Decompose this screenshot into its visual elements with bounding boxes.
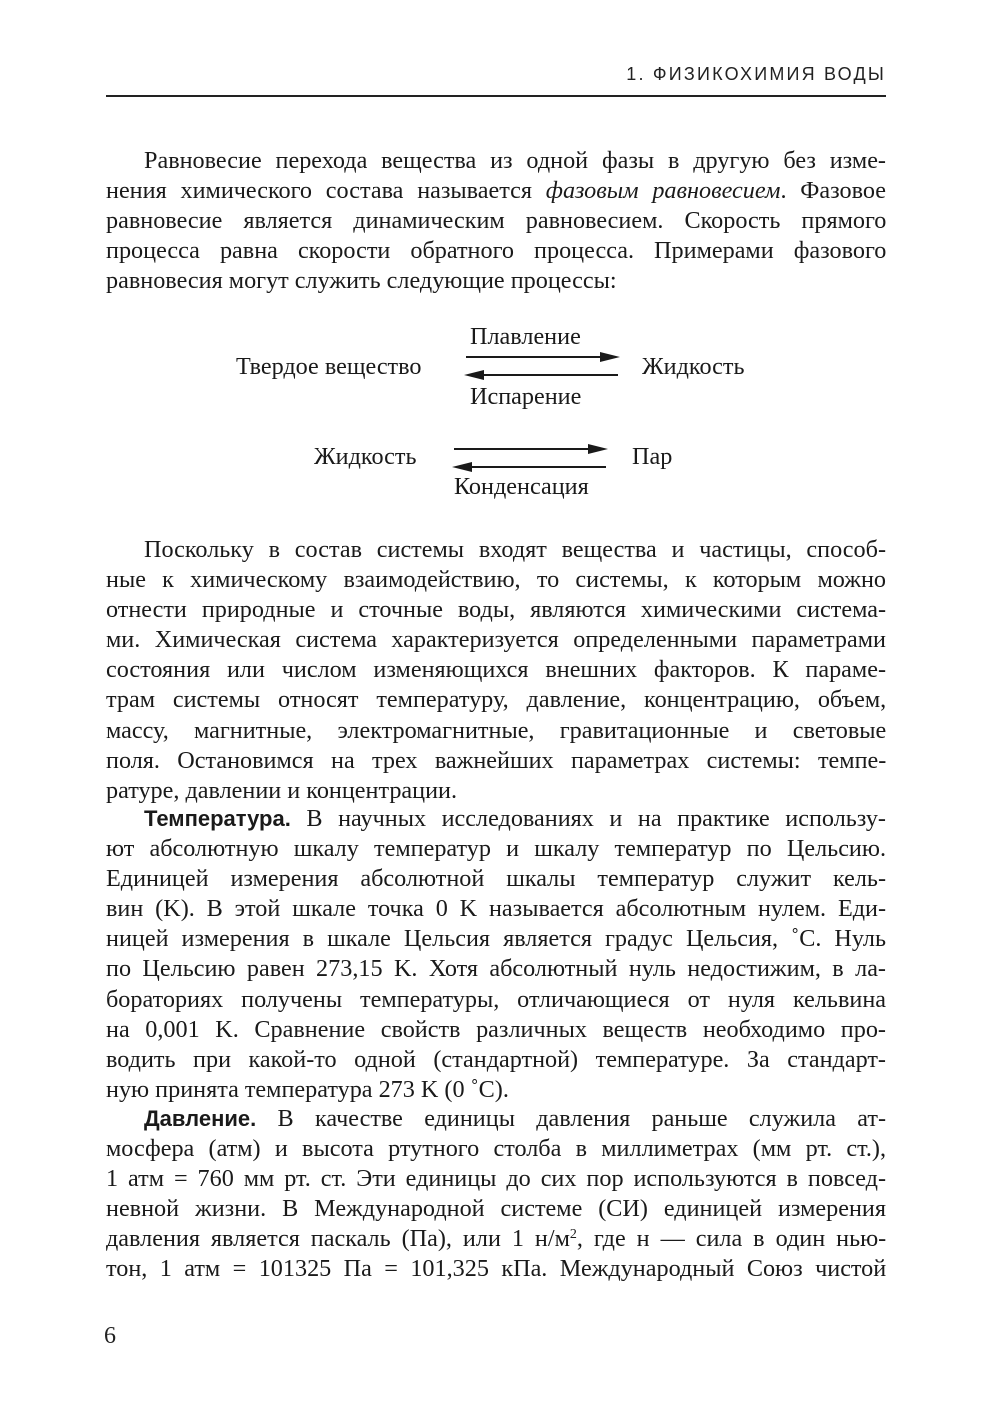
text-line: состояния или числом изменяющихся внешних факторов. К параме- [106,656,886,684]
text-line: по Цельсию равен 273,15 K. Хотя абсолютный нуль недостижим, в ла- [106,955,886,983]
text-line: Равновесие перехода вещества из одной фазы в другую без изме- [144,147,886,174]
text-line: ные к химическому взаимодействию, то системы, к которым можно [106,566,886,594]
text-line: процесса равна скорости обратного процесса. Примерами фазового [106,237,887,265]
text-run: В качестве единицы давления раньше служила ат- [256,1105,886,1132]
text-line: мосфера (атм) и высота ртутного столба в миллиметрах (мм рт. ст.), [106,1135,887,1163]
text-line: бораториях получены температуры, отличающиеся от нуля кельвина [106,985,886,1013]
equilibrium-2-left-label: Жидкость [314,443,417,470]
text-line: ратуре, давлении и концентрации. [106,776,458,804]
section-heading-pressure: Давление. [144,1106,257,1131]
paragraph-temperature [106,804,886,1105]
text-line [106,1224,886,1254]
equilibrium-2-bottom-label: Конденсация [454,473,589,500]
equilibrium-1-bottom-label: Испарение [470,383,582,410]
paragraph-chemical-systems [106,535,886,806]
text-line [106,176,886,206]
text-line: на 0,001 K. Сравнение свойств различных веществ необходимо про- [106,1015,886,1043]
equilibrium-2-right-label: Пар [632,443,673,470]
text-line: водить при какой-то одной (стандартной) температуре. За стандарт- [106,1045,886,1073]
running-head: 1. ФИЗИКОХИМИЯ ВОДЫ [626,64,886,84]
page-number: 6 [104,1323,116,1349]
section-heading-temperature: Температура. [144,806,291,831]
text-line: невной жизни. В Международной системе (СИ) единицей измерения [106,1195,886,1223]
text-line: ницей измерения в шкале Цельсия является градус Цельсия, ˚C. Нуль [106,925,887,953]
text-line: массу, магнитные, электромагнитные, гравитационные и световые [106,716,887,744]
text-line: вин (K). В этой шкале точка 0 K называется абсолютным нулем. Еди- [106,895,887,923]
equilibrium-arrows-2 [452,444,608,472]
text-run: давления является паскаль (Па), или 1 н/м [106,1225,570,1253]
text-line: равновесие является динамическим равновесием. Скорость прямого [106,207,887,235]
equilibrium-arrows-1 [464,352,620,380]
text-line: поля. Остановимся на трех важнейших параметрах системы: темпе- [106,746,887,774]
text-line: ют абсолютную шкалу температур и шкалу температур по Цельсию. [106,835,886,863]
text-line [106,1104,886,1134]
text-line: отнести природные и сточные воды, являются химическими система- [106,596,886,624]
text-line: 1 атм = 760 мм рт. ст. Эти единицы до сих пор используются в повсед- [106,1165,886,1193]
text-run: , где н — сила в один нью- [576,1225,887,1253]
text-line: трам системы относят температуру, давление, концентрацию, объем, [106,686,887,714]
equilibrium-1-right-label: Жидкость [642,353,745,380]
text-run: . Фазовое [780,177,886,205]
term-italic: фазовым равновесием [545,177,781,205]
text-line: равновесия могут служить следующие процессы: [106,267,617,295]
equilibrium-1-left-label: Твердое вещество [236,353,422,380]
text-run: нения химического состава называется [106,177,546,205]
text-line [106,804,886,834]
text-line: тон, 1 атм = 101325 Па = 101,325 кПа. Международный Союз чистой [106,1255,887,1283]
paragraph-phase-equilibrium [106,146,886,296]
header-rule [106,95,886,97]
text-line: Единицей измерения абсолютной шкалы температур служит кель- [106,865,886,893]
equilibrium-1-top-label: Плавление [470,323,581,350]
text-run: В научных исследованиях и на практике использу- [290,805,886,832]
text-line: ми. Химическая система характеризуется определенными параметрами [106,626,886,654]
text-line: ную принята температура 273 K (0 ˚C). [106,1075,509,1103]
paragraph-pressure [106,1104,886,1285]
superscript: 2 [569,1227,577,1243]
text-line: Поскольку в состав системы входят вещества и частицы, способ- [144,536,886,563]
